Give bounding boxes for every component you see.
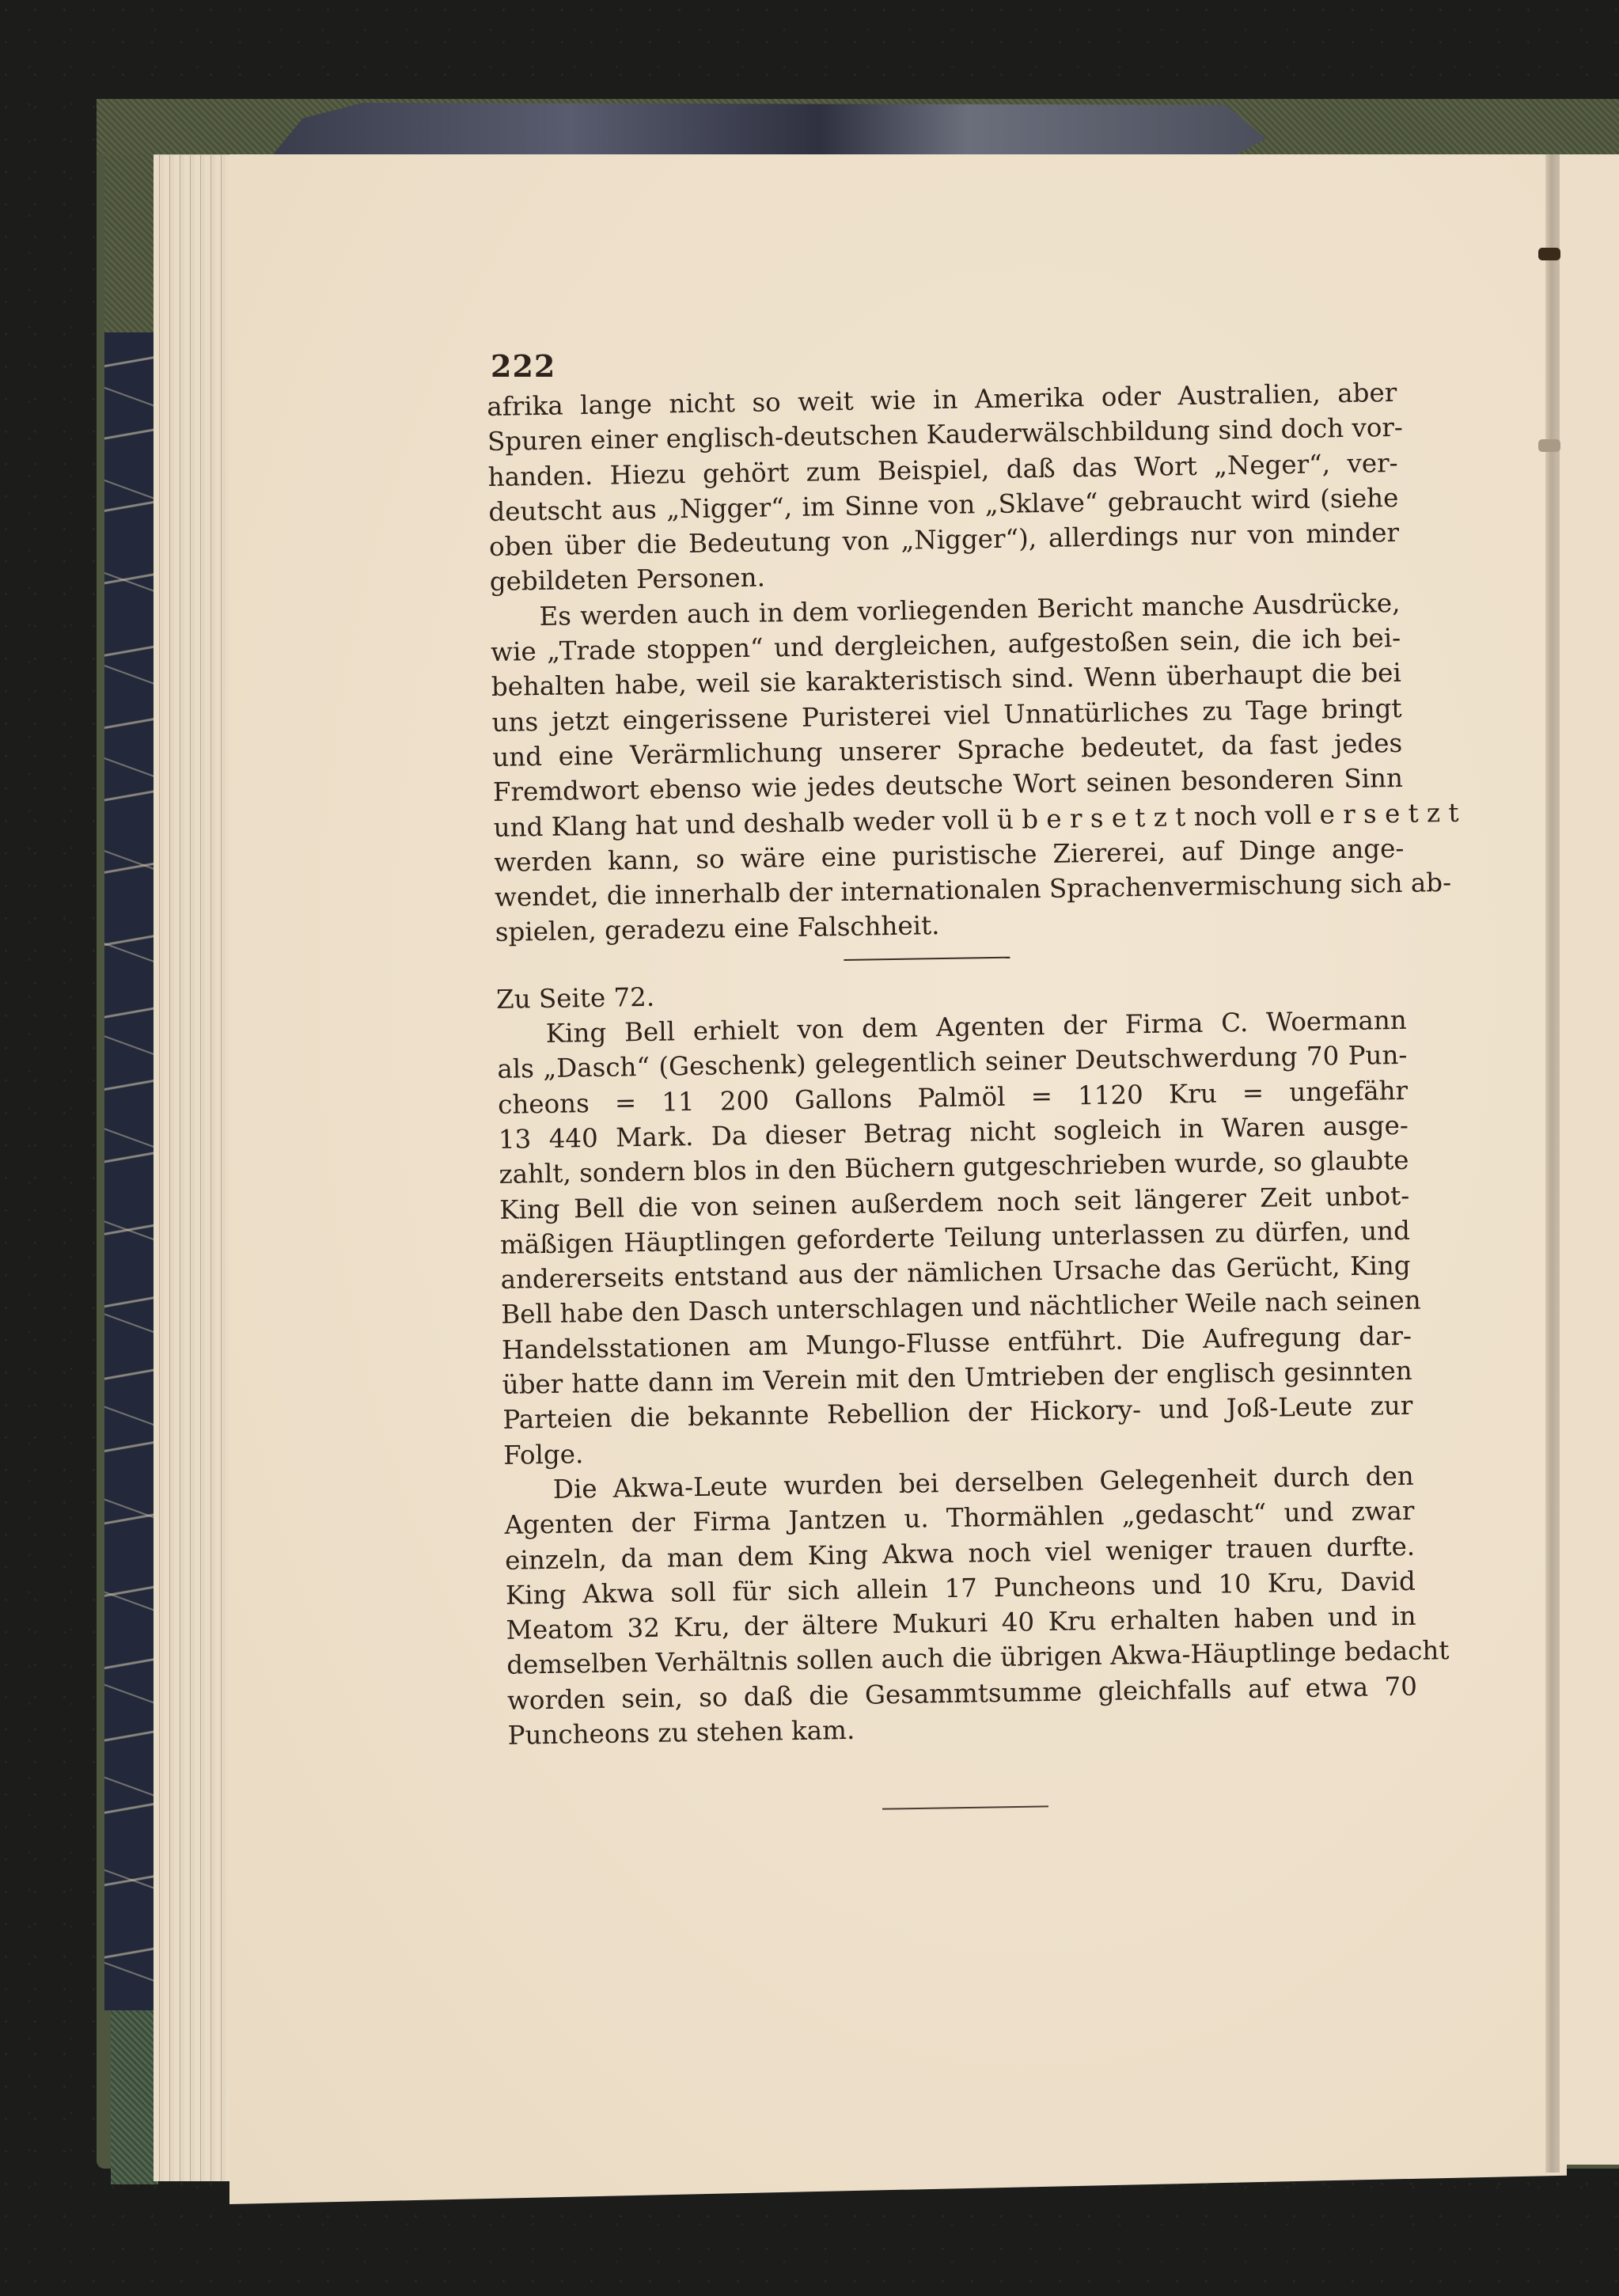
text-line: deutscht aus „Nigger“, im Sinne von „Sklave“ gebraucht wird (siehe (488, 482, 1399, 527)
paragraph-2 (490, 586, 1459, 951)
text-line: einzeln, da man dem King Akwa noch viel weniger trauen durfte. (504, 1531, 1416, 1576)
text-line: über hatte dann im Verein mit den Umtrieben der englisch gesinnten (502, 1355, 1412, 1400)
text-line: Es werden auch in dem vorliegenden Bericht manche Ausdrücke, (539, 587, 1401, 632)
binding-stitch (1538, 248, 1560, 260)
text-line: Parteien die bekannte Rebellion der Hickory- und Joß-Leute zur (502, 1391, 1413, 1436)
text-line: Folge. (502, 1438, 584, 1471)
page-edge-stack (154, 154, 233, 2181)
text-line: Puncheons zu stehen kam. (507, 1714, 855, 1751)
text-line: King Bell die von seinen außerdem noch seit längerer Zeit unbot- (499, 1180, 1410, 1225)
section-divider (844, 956, 1010, 960)
text-line: afrika lange nicht so weit wie in Amerika oder Australien, aber (487, 377, 1397, 422)
page-text (487, 375, 1459, 1753)
paragraph-4 (504, 1459, 1450, 1753)
text-line: und eine Verärmlichung unserer Sprache bedeutet, da fast jedes (492, 727, 1403, 772)
text-line: Bell habe den Dasch unterschlagen und nächtlicher Weile nach seinen (501, 1285, 1421, 1330)
text-line: spielen, geradezu eine Falschheit. (495, 910, 940, 948)
text-line: uns jetzt eingerissene Puristerei viel Unnatürliches zu Tage bringt (491, 693, 1402, 738)
text-line: demselben Verhältnis sollen auch die übrigen Akwa-Häuptlinge bedacht (506, 1635, 1450, 1681)
text-line: Spuren einer englisch-deutschen Kauderwälschbildung sind doch vor- (487, 412, 1404, 457)
text-line: zahlt, sondern blos in den Büchern gutgeschrieben wurde, so glaubte (499, 1145, 1409, 1190)
text-line: mäßigen Häuptlingen geforderte Teilung unterlassen zu dürfen, und (499, 1215, 1411, 1260)
text-line: Fremdwort ebenso wie jedes deutsche Wort seinen besonderen Sinn (492, 763, 1404, 808)
text-line: andererseits entstand aus der nämlichen Ursache das Gerücht, King (500, 1250, 1411, 1295)
text-line: als „Dasch“ (Geschenk) gelegentlich seiner Deutschwerdung 70 Pun- (497, 1040, 1408, 1085)
page-number: 222 (491, 348, 556, 384)
text-line: gebildeten Personen. (489, 562, 766, 598)
text-line: King Akwa soll für sich allein 17 Puncheons und 10 Kru, David (505, 1565, 1416, 1611)
paragraph-3 (496, 1003, 1421, 1473)
cover-cloth-corner (104, 154, 154, 336)
cover-cloth-bottom (111, 2010, 158, 2184)
binding-stitch (1538, 439, 1560, 452)
text-line: cheons = 11 200 Gallons Palmöl = 1120 Kru = ungefähr (497, 1075, 1409, 1120)
text-line: Handelsstationen am Mungo-Flusse entführt. Die Aufregung dar- (501, 1320, 1412, 1365)
text-line: wendet, die innerhalb der internationalen Sprachenvermischung sich ab- (494, 867, 1452, 913)
text-line: werden kann, so wäre eine puristische Ziererei, auf Dinge ange- (494, 833, 1405, 878)
text-line: Agenten der Firma Jantzen u. Thormählen „gedascht“ und zwar (504, 1495, 1415, 1541)
text-line: King Bell erhielt von dem Agenten der Firma C. Woermann (545, 1004, 1407, 1049)
text-line: handen. Hiezu gehört zum Beispiel, daß das Wort „Neger“, ver- (487, 447, 1398, 492)
facing-page-edge (1560, 154, 1619, 2165)
section-heading: Zu Seite 72. (495, 981, 655, 1015)
cover-marbled-paper-top (273, 103, 1266, 154)
text-line: und Klang hat und deshalb weder voll ü b e r s e t z t noch voll e r s e t z t (493, 797, 1459, 843)
text-line: oben über die Bedeutung von „Nigger“), allerdings nur von minder (488, 518, 1400, 563)
text-line: Meatom 32 Kru, der ältere Mukuri 40 Kru erhalten haben und in (506, 1600, 1416, 1645)
text-line: worden sein, so daß die Gesammtsumme gleichfalls auf etwa 70 (506, 1671, 1418, 1716)
paragraph-1 (487, 375, 1404, 600)
cover-marbled-paper-left (104, 332, 154, 2010)
book-gutter (1545, 154, 1560, 2173)
text-line: Die Akwa-Leute wurden bei derselben Gelegenheit durch den (552, 1460, 1415, 1505)
text-line: behalten habe, weil sie karakteristisch sind. Wenn überhaupt die bei (491, 658, 1402, 703)
text-line: 13 440 Mark. Da dieser Betrag nicht sogleich in Waren ausge- (498, 1110, 1409, 1155)
text-line: wie „Trade stoppen“ und dergleichen, aufgestoßen sein, die ich bei- (490, 622, 1401, 668)
